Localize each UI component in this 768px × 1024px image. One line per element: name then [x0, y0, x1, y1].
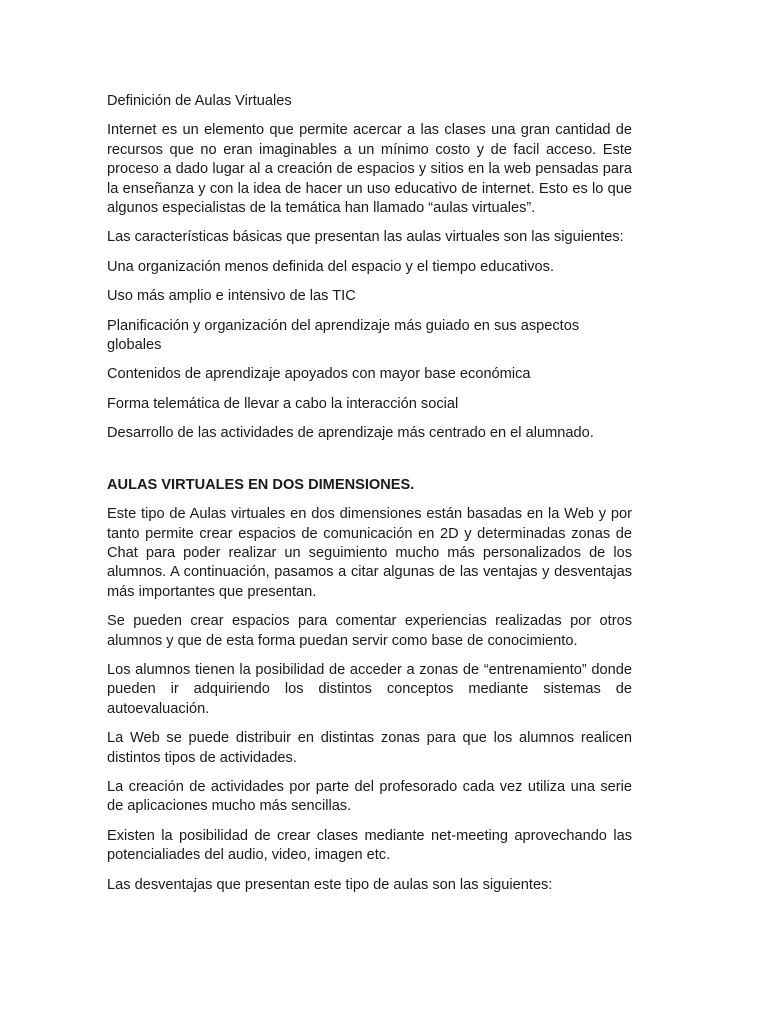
advantage-item: La Web se puede distribuir en distintas zonas para que los alumnos realicen distintos tipos de actividades.: [107, 730, 632, 766]
characteristic-item: Planificación y organización del aprendizaje más guiado en sus aspectos globales: [107, 317, 580, 354]
intro-paragraph: Internet es un elemento que permite acercar a las clases una gran cantidad de recursos que no eran imaginables a un mínimo costo y de facil acceso. Este proceso a dado lugar al a creación de espacios y sitios en la web pensadas para la enseñanza y con la idea de hacer un uso educativo de internet. Esto es lo que algunos especialistas de la temática han llamado “aulas virtuales”.: [107, 122, 632, 217]
section-heading: AULAS VIRTUALES EN DOS DIMENSIONES.: [107, 476, 415, 493]
characteristics-intro: Las características básicas que presentan las aulas virtuales son las siguientes:: [107, 229, 624, 246]
advantage-item: Se pueden crear espacios para comentar experiencias realizadas por otros alumnos y que de esta forma puedan servir como base de conocimiento.: [107, 613, 632, 649]
characteristic-item: Desarrollo de las actividades de aprendizaje más centrado en el alumnado.: [107, 425, 594, 442]
advantage-item: Existen la posibilidad de crear clases mediante net-meeting aprovechando las potencialiades del audio, video, imagen etc.: [107, 827, 632, 864]
document-title: Definición de Aulas Virtuales: [107, 93, 292, 109]
advantage-item: Los alumnos tienen la posibilidad de acceder a zonas de “entrenamiento” donde pueden ir adquiriendo los distintos conceptos mediante sistemas de autoevaluación.: [107, 661, 632, 717]
advantage-item: La creación de actividades por parte del profesorado cada vez utiliza una serie de aplicaciones mucho más sencillas.: [107, 778, 632, 815]
document-page: [107, 92, 632, 895]
disadvantages-intro: Las desventajas que presentan este tipo de aulas son las siguientes:: [107, 876, 553, 893]
characteristic-item: Forma telemática de llevar a cabo la interacción social: [107, 395, 459, 412]
section-intro-paragraph: Este tipo de Aulas virtuales en dos dimensiones están basadas en la Web y por tanto permite crear espacios de comunicación en 2D y determinadas zonas de Chat para poder realizar un seguimiento mucho más personalizados de los alumnos. A continuación, pasamos a citar algunas de las ventajas y desventajas más importantes que presentan.: [107, 506, 632, 600]
characteristic-item: Contenidos de aprendizaje apoyados con mayor base económica: [107, 366, 531, 383]
characteristic-item: Una organización menos definida del espacio y el tiempo educativos.: [107, 258, 554, 275]
characteristic-item: Uso más amplio e intensivo de las TIC: [107, 288, 356, 305]
